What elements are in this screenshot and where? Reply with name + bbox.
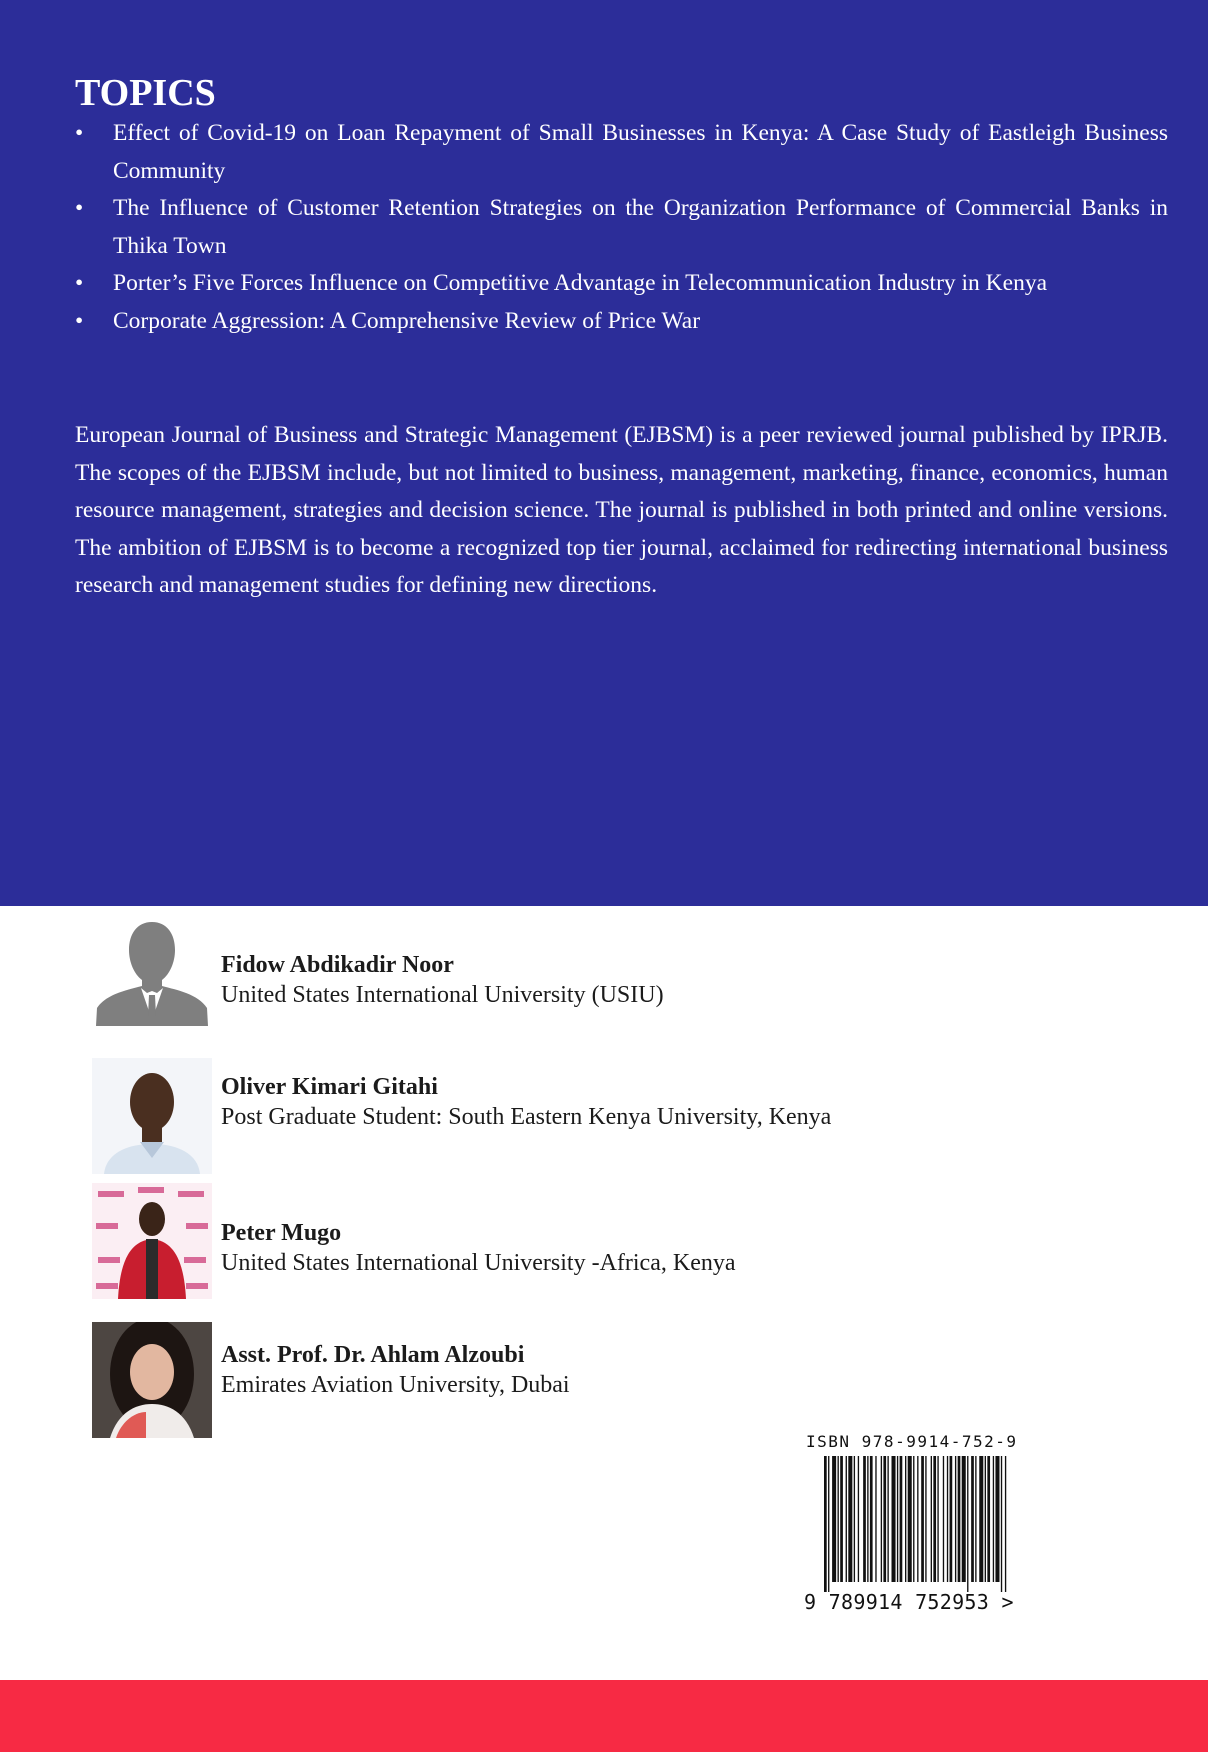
author-info	[221, 950, 664, 1010]
author-entry	[92, 1183, 1092, 1303]
barcode-bar	[985, 1456, 986, 1582]
topic-item	[75, 190, 1168, 265]
barcode-bar	[921, 1456, 924, 1582]
barcode-bar	[937, 1456, 938, 1582]
barcode-bar	[887, 1456, 888, 1582]
barcode-bar	[917, 1456, 918, 1582]
barcode-bar	[979, 1456, 983, 1582]
barcode-bar	[870, 1456, 873, 1582]
barcode-bar	[993, 1456, 994, 1582]
bottom-color-bar	[0, 1680, 1208, 1752]
barcode-bar	[838, 1456, 839, 1582]
author-affiliation: Emirates Aviation University, Dubai	[221, 1372, 570, 1398]
barcode-bar	[1005, 1456, 1006, 1592]
isbn-digits: 9 789914 752953 >	[804, 1590, 1014, 1614]
barcode-bar	[867, 1456, 868, 1582]
barcode-bar	[846, 1456, 847, 1582]
topic-item	[75, 303, 1168, 341]
author-name: Fidow Abdikadir Noor	[221, 952, 454, 978]
author-photo	[92, 1183, 212, 1299]
barcode-bar	[875, 1456, 876, 1582]
barcode-bar	[913, 1456, 914, 1582]
barcode-bar	[854, 1456, 855, 1582]
barcode-bar	[933, 1456, 936, 1582]
barcode-bar	[931, 1456, 932, 1582]
topic-item	[75, 265, 1168, 303]
author-name: Oliver Kimari Gitahi	[221, 1074, 438, 1100]
barcode-bar	[975, 1456, 976, 1582]
barcode-bar	[987, 1456, 990, 1582]
isbn-label: ISBN 978-9914-752-9	[806, 1432, 1018, 1451]
portrait-icon	[92, 1183, 212, 1299]
topic-text: Corporate Aggression: A Comprehensive Review of Price War	[113, 307, 701, 334]
portrait-icon	[92, 1058, 212, 1174]
barcode-bar	[955, 1456, 956, 1582]
topic-text: The Influence of Customer Retention Strategies on the Organization Performance of Commercial Banks in Thika Town	[113, 195, 1168, 259]
author-name: Asst. Prof. Dr. Ahlam Alzoubi	[221, 1342, 525, 1368]
barcode-bar	[858, 1456, 859, 1582]
author-entry	[92, 1322, 1092, 1442]
person-silhouette-icon	[92, 920, 212, 1036]
author-info	[221, 1072, 831, 1132]
author-affiliation: United States International University (USIU)	[221, 982, 664, 1008]
journal-description: European Journal of Business and Strategic Management (EJBSM) is a peer reviewed journal published by IPRJB. The scopes of the EJBSM include, but not limited to business, management, marketing, finance, economics, human resource management, strategies and decision science. The journal is published in both printed and online versions. The ambition of EJBSM is to become a recognized top tier journal, acclaimed for redirecting international business research and management studies for defining new directions.	[75, 422, 1168, 598]
author-photo	[92, 1322, 212, 1438]
barcode-bar	[824, 1456, 827, 1592]
barcode-bar	[840, 1456, 843, 1582]
barcode-bar	[883, 1456, 886, 1582]
barcode-bar	[950, 1456, 953, 1582]
author-info	[221, 1218, 736, 1278]
isbn-barcode-block	[800, 1432, 1030, 1618]
author-photo	[92, 1058, 212, 1174]
barcode-bar	[995, 1456, 999, 1582]
author-name: Peter Mugo	[221, 1220, 342, 1246]
barcode-bar	[897, 1456, 898, 1582]
barcode-bar	[892, 1456, 896, 1582]
barcode-bar	[943, 1456, 944, 1582]
barcode-bar	[832, 1456, 836, 1582]
barcode-bar	[905, 1456, 906, 1582]
barcode-bar	[848, 1456, 852, 1582]
portrait-icon	[92, 1322, 212, 1438]
barcode-bar	[958, 1456, 961, 1582]
topic-item	[75, 115, 1168, 190]
topics-list	[75, 115, 1168, 340]
topics-heading: TOPICS	[75, 72, 216, 114]
author-photo-placeholder	[92, 920, 212, 1036]
barcode-bar	[925, 1456, 926, 1582]
author-affiliation: Post Graduate Student: South Eastern Kenya University, Kenya	[221, 1104, 832, 1130]
barcode-bar	[908, 1456, 912, 1582]
bullet-icon: •	[75, 120, 84, 146]
bullet-icon: •	[75, 195, 84, 221]
barcode-bar	[967, 1456, 968, 1592]
topic-text: Effect of Covid-19 on Loan Repayment of Small Businesses in Kenya: A Case Study of Eastleigh Business Community	[113, 120, 1168, 184]
barcode-bar	[900, 1456, 903, 1582]
barcode-bar	[971, 1456, 974, 1582]
topic-text: Porter’s Five Forces Influence on Competitive Advantage in Telecommunication Industry in Kenya	[113, 270, 1048, 296]
author-entry	[92, 1058, 1092, 1178]
bullet-icon: •	[75, 307, 84, 334]
author-entry	[92, 920, 1092, 1040]
barcode-icon	[800, 1456, 1030, 1592]
bullet-icon: •	[75, 270, 84, 296]
author-info	[221, 1340, 570, 1400]
barcode-bar	[962, 1456, 966, 1582]
barcode-bar	[863, 1456, 866, 1582]
barcode-bar	[881, 1456, 882, 1582]
author-affiliation: United States International University -Africa, Kenya	[221, 1250, 736, 1276]
barcode-bar	[947, 1456, 948, 1582]
barcode-bar	[828, 1456, 829, 1592]
barcode-bar	[1001, 1456, 1002, 1592]
